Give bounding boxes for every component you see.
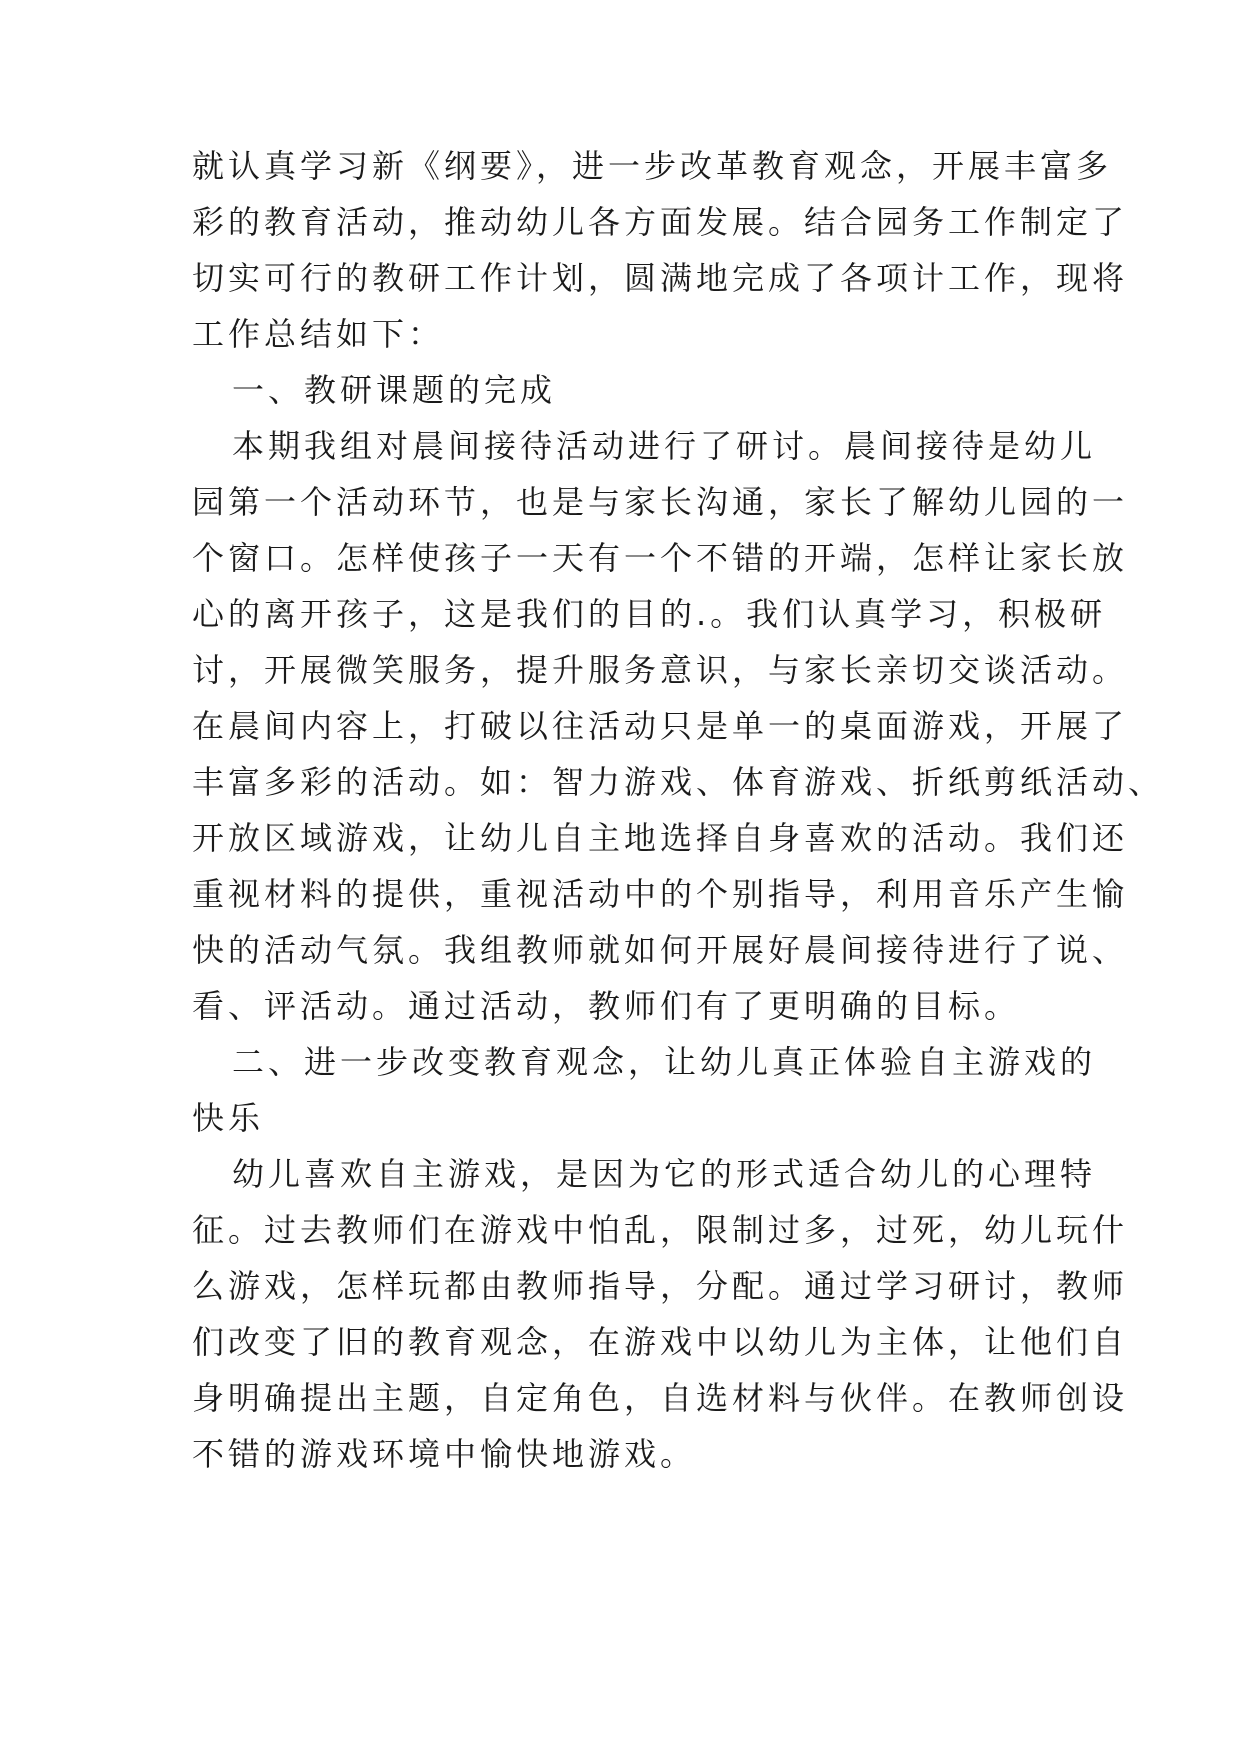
section-heading-2: 二、进一步改变教育观念，让幼儿真正体验自主游戏的 <box>232 1043 1097 1081</box>
section-heading-2-continued: 快乐 <box>192 1099 265 1137</box>
paragraph-line: 在晨间内容上，打破以往活动只是单一的桌面游戏，开展了 <box>192 707 1129 745</box>
paragraph-line: 切实可行的教研工作计划，圆满地完成了各项计工作，现将 <box>192 259 1129 297</box>
paragraph-line: 彩的教育活动，推动幼儿各方面发展。结合园务工作制定了 <box>192 203 1129 241</box>
paragraph-line: 丰富多彩的活动。如：智力游戏、体育游戏、折纸剪纸活动、 <box>192 763 1165 801</box>
paragraph-line: 们改变了旧的教育观念，在游戏中以幼儿为主体，让他们自 <box>192 1323 1129 1361</box>
paragraph-line: 本期我组对晨间接待活动进行了研讨。晨间接待是幼儿 <box>232 427 1097 465</box>
paragraph-line: 看、评活动。通过活动，教师们有了更明确的目标。 <box>192 987 1021 1025</box>
paragraph-line: 么游戏，怎样玩都由教师指导，分配。通过学习研讨，教师 <box>192 1267 1129 1305</box>
paragraph-line: 个窗口。怎样使孩子一天有一个不错的开端，怎样让家长放 <box>192 539 1129 577</box>
paragraph-line: 工作总结如下： <box>192 315 445 353</box>
paragraph-line: 幼儿喜欢自主游戏，是因为它的形式适合幼儿的心理特 <box>232 1155 1097 1193</box>
paragraph-line: 园第一个活动环节，也是与家长沟通，家长了解幼儿园的一 <box>192 483 1129 521</box>
paragraph-line: 快的活动气氛。我组教师就如何开展好晨间接待进行了说、 <box>192 931 1129 969</box>
paragraph-line: 开放区域游戏，让幼儿自主地选择自身喜欢的活动。我们还 <box>192 819 1129 857</box>
paragraph-line: 就认真学习新《纲要》，进一步改革教育观念，开展丰富多 <box>192 147 1113 185</box>
paragraph-line: 征。过去教师们在游戏中怕乱，限制过多，过死，幼儿玩什 <box>192 1211 1129 1249</box>
paragraph-line: 讨，开展微笑服务，提升服务意识，与家长亲切交谈活动。 <box>192 651 1129 689</box>
paragraph-line: 心的离开孩子，这是我们的目的.。我们认真学习，积极研 <box>192 595 1107 633</box>
paragraph-line: 不错的游戏环境中愉快地游戏。 <box>192 1435 697 1473</box>
paragraph-line: 身明确提出主题，自定角色，自选材料与伙伴。在教师创设 <box>192 1379 1129 1417</box>
section-heading-1: 一、教研课题的完成 <box>232 371 557 409</box>
paragraph-line: 重视材料的提供，重视活动中的个别指导，利用音乐产生愉 <box>192 875 1129 913</box>
